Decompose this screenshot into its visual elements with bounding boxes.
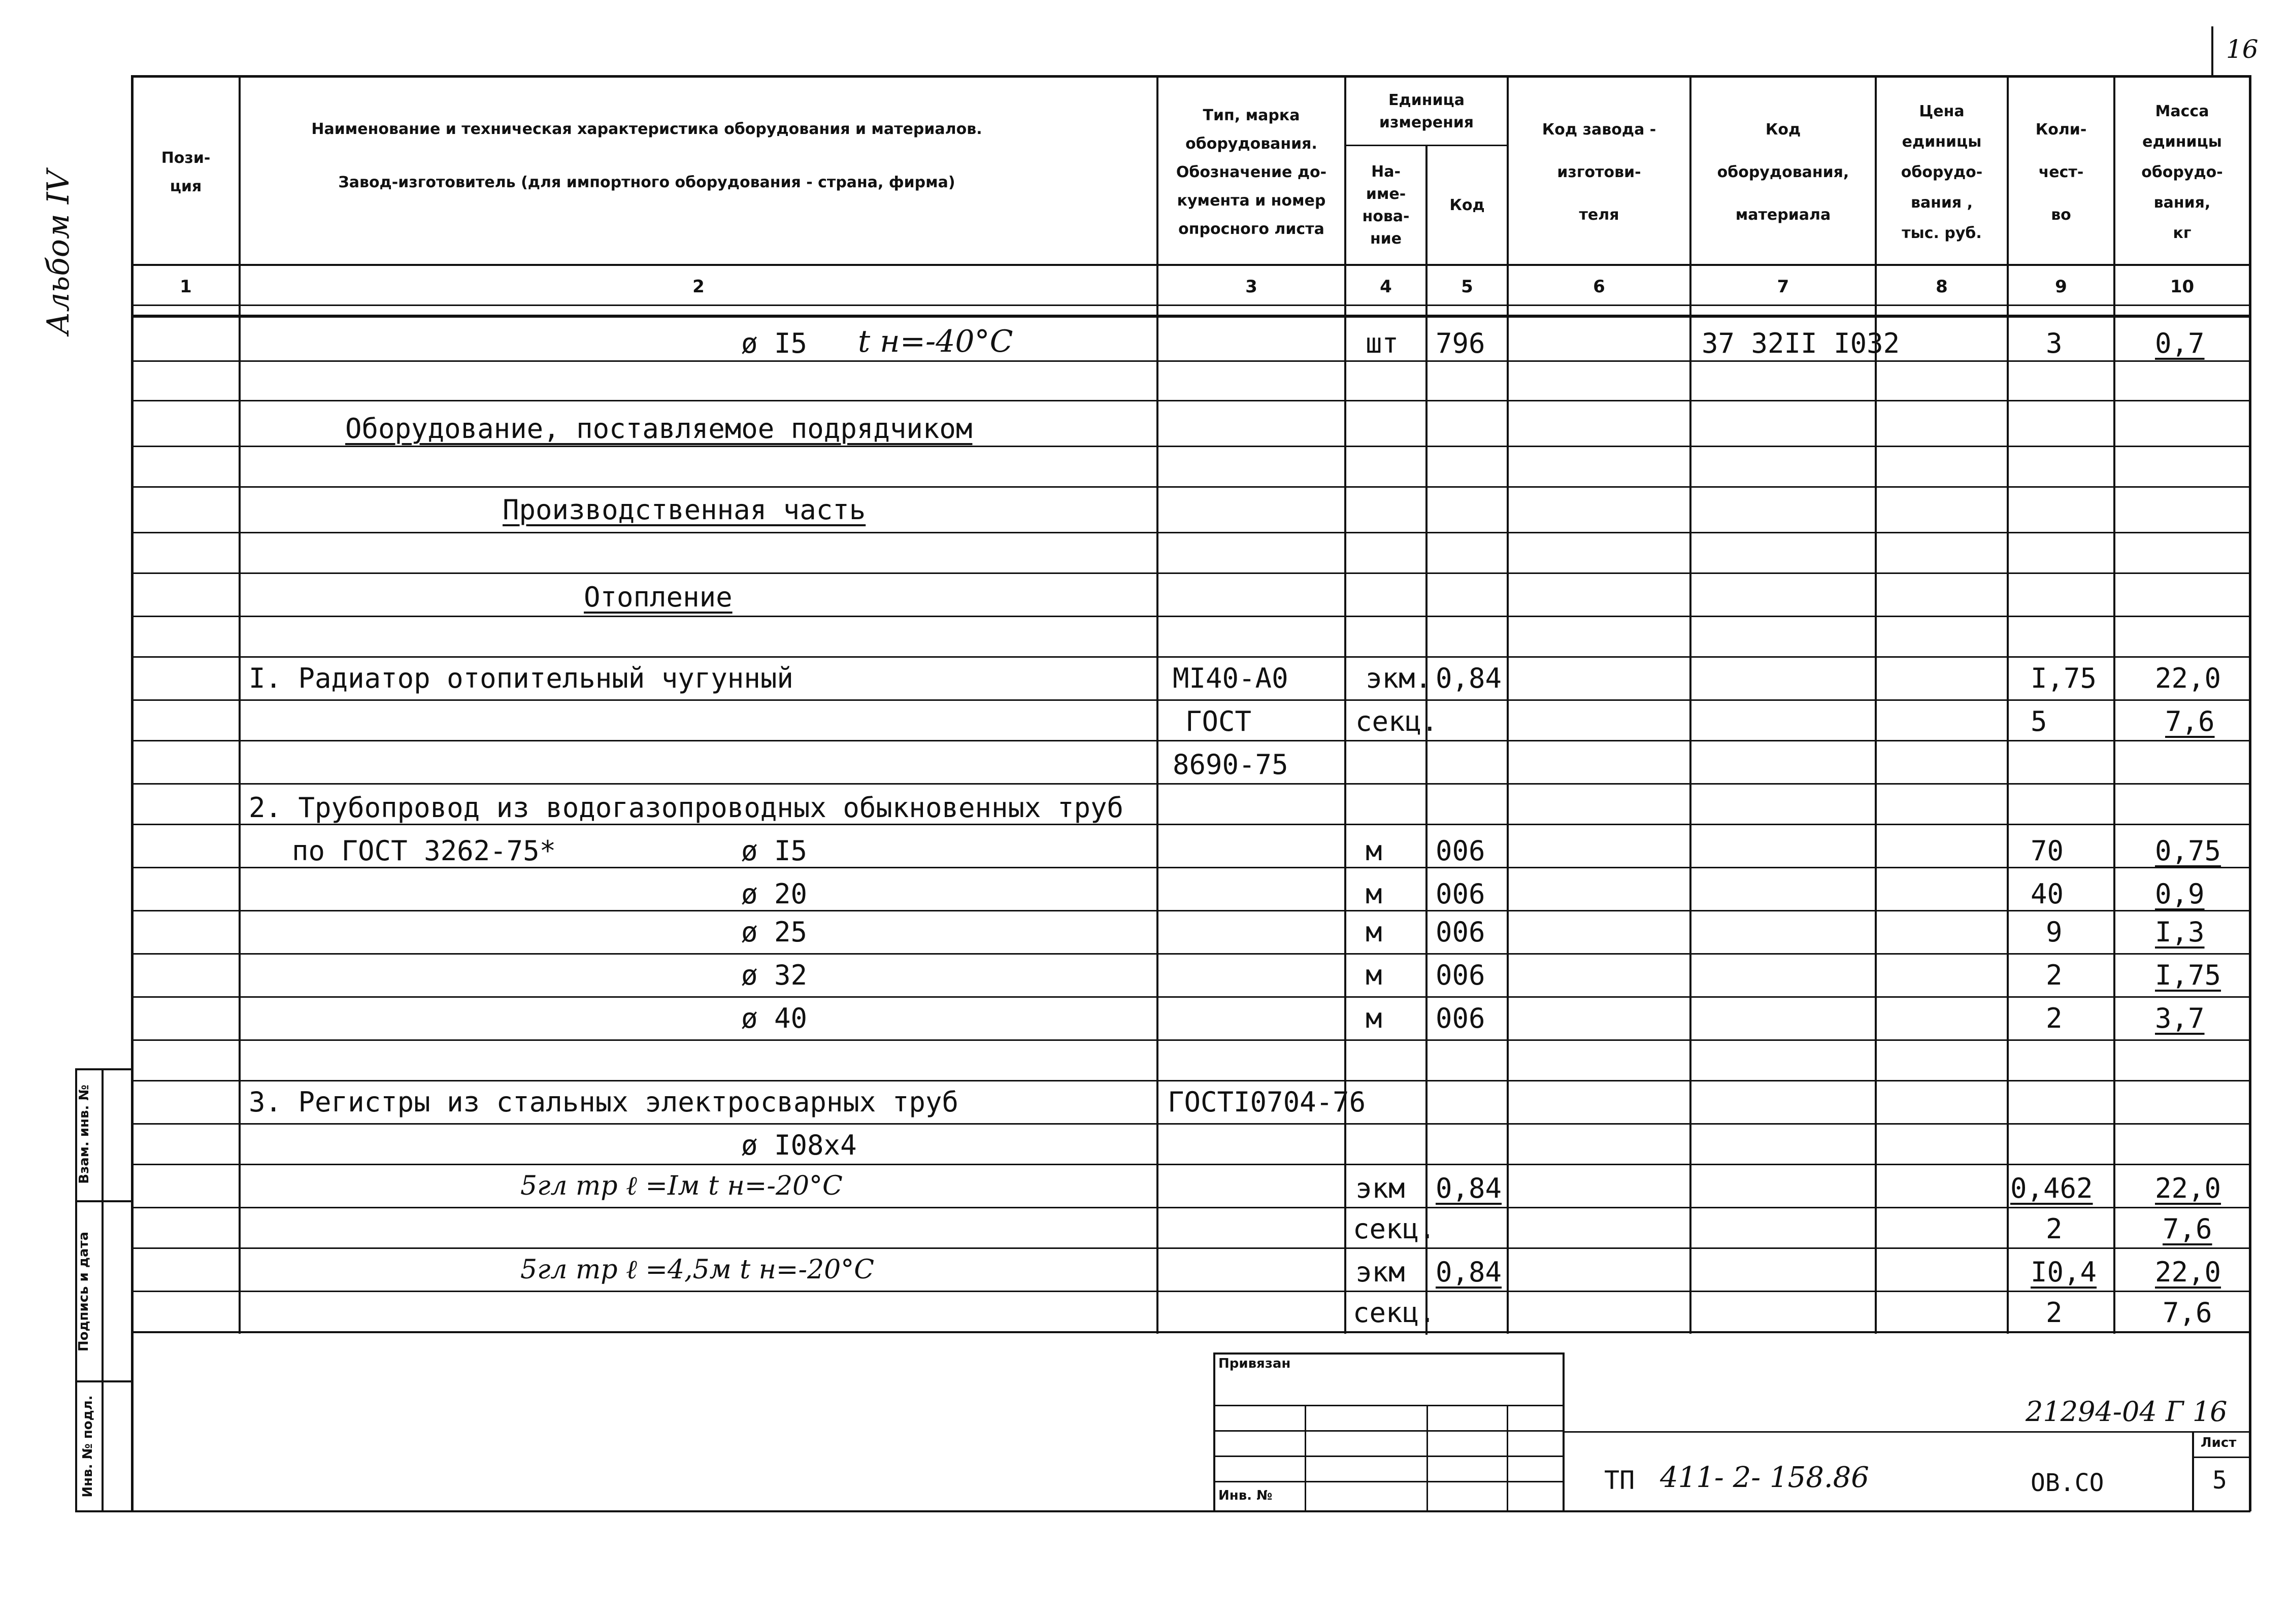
sheet-label: Лист <box>2201 1435 2237 1450</box>
sheet-corner-number: 16 <box>2226 35 2259 64</box>
col-num-1: 1 <box>180 277 192 297</box>
row6-mass: 0,75 <box>2155 835 2221 867</box>
row10-qty: 2 <box>2046 1002 2063 1034</box>
tp-label: ТП <box>1604 1466 1635 1495</box>
row6-code: 006 <box>1436 835 1485 867</box>
row14-unit: секц. <box>1353 1213 1436 1245</box>
row3-type: ГОСТ <box>1185 705 1252 737</box>
row14-mass: 7,6 <box>2163 1213 2212 1245</box>
header-quantity: Коли- чест- во <box>2035 121 2087 224</box>
header-name-line2: Завод-изготовитель (для импортного оборудования - страна, фирма) <box>338 174 955 191</box>
row9-code: 006 <box>1436 959 1485 991</box>
row3-unit: секц. <box>1355 705 1438 737</box>
frame-right <box>2249 75 2251 1511</box>
row4-type: 8690-75 <box>1173 749 1288 781</box>
row1-mass: 0,7 <box>2155 327 2205 359</box>
row8-unit: м <box>1366 916 1382 948</box>
row5-name: 2. Трубопровод из водогазопроводных обыкновенных труб <box>249 792 1124 824</box>
row9-mass: I,75 <box>2155 959 2221 991</box>
tp-number: 411- 2- 158.86 <box>1660 1461 1869 1494</box>
row11-type: ГОСТI0704-76 <box>1168 1086 1366 1118</box>
header-unit-name: На- име- нова- ние <box>1362 163 1410 248</box>
col-num-3: 3 <box>1245 277 1257 297</box>
row6-diameter: ø I5 <box>741 835 808 867</box>
header-manufacturer-code: Код завода - изготови- теля <box>1542 121 1656 224</box>
sheet-number: 5 <box>2212 1466 2227 1495</box>
inv-no-label: Инв. № <box>1218 1488 1273 1503</box>
frame-top <box>131 75 2250 78</box>
row9-qty: 2 <box>2046 959 2063 991</box>
col-num-10: 10 <box>2170 277 2195 297</box>
row2-unit: экм. <box>1366 662 1432 694</box>
row10-code: 006 <box>1436 1002 1485 1034</box>
row8-mass: I,3 <box>2155 916 2205 948</box>
row3-qty: 5 <box>2031 705 2047 737</box>
row2-qty: I,75 <box>2031 662 2097 694</box>
row7-mass: 0,9 <box>2155 878 2205 910</box>
privyazan-label: Привязан <box>1218 1356 1291 1371</box>
header-position: Пози- ция <box>161 149 211 195</box>
row8-qty: 9 <box>2046 916 2063 948</box>
row15-code: 0,84 <box>1436 1256 1502 1288</box>
row1-diameter: ø I5 <box>741 327 808 359</box>
ov-code: ОВ.СО <box>2031 1469 2104 1497</box>
col-num-9: 9 <box>2055 277 2067 297</box>
album-label: Альбом IV <box>41 170 76 335</box>
row8-code: 006 <box>1436 916 1485 948</box>
col-num-2: 2 <box>692 277 705 297</box>
header-price: Цена единицы оборудо- вания , тыс. руб. <box>1901 103 1983 242</box>
row13-qty: 0,462 <box>2010 1172 2093 1204</box>
row16-unit: секц. <box>1353 1297 1436 1329</box>
row7-unit: м <box>1366 878 1382 910</box>
stamp-inv-podl: Инв. № подл. <box>80 1395 95 1498</box>
row10-unit: м <box>1366 1002 1382 1034</box>
row7-code: 006 <box>1436 878 1485 910</box>
stamp-signature-date: Подпись и дата <box>76 1231 91 1352</box>
row12-diameter: ø I08x4 <box>741 1129 857 1161</box>
row3-mass: 7,6 <box>2165 705 2215 737</box>
header-mass: Масса единицы оборудо- вания, кг <box>2141 103 2223 242</box>
section-contractor-equipment: Оборудование, поставляемое подрядчиком <box>345 413 973 445</box>
row6-name: по ГОСТ 3262-75* <box>292 835 556 867</box>
row6-qty: 70 <box>2031 835 2064 867</box>
row1-temperature: t н=-40°C <box>858 324 1013 359</box>
row2-name: I. Радиатор отопительный чугунный <box>249 662 793 694</box>
row15-unit: экм <box>1355 1256 1405 1288</box>
section-heating: Отопление <box>584 581 733 613</box>
row2-code: 0,84 <box>1436 662 1502 694</box>
row10-diameter: ø 40 <box>741 1002 808 1034</box>
row13-unit: экм <box>1355 1172 1405 1204</box>
row10-mass: 3,7 <box>2155 1002 2205 1034</box>
header-name-line1: Наименование и техническая характеристика оборудования и материалов. <box>311 120 982 138</box>
row7-qty: 40 <box>2031 878 2064 910</box>
header-type: Тип, марка оборудования. Обозначение до- кумента и номер опросного листа <box>1176 107 1327 238</box>
col-num-5: 5 <box>1461 277 1473 297</box>
row2-type: МI40-А0 <box>1173 662 1288 694</box>
row14-qty: 2 <box>2046 1213 2063 1245</box>
header-unit-group: Единица измерения <box>1379 91 1474 131</box>
row13-name: 5гл тр ℓ =Iм t н=-20°C <box>520 1171 843 1201</box>
row2-mass: 22,0 <box>2155 662 2221 694</box>
document-code: 21294-04 Г 16 <box>2026 1396 2228 1428</box>
row9-diameter: ø 32 <box>741 959 808 991</box>
row13-code: 0,84 <box>1436 1172 1502 1204</box>
row15-name: 5гл тр ℓ =4,5м t н=-20°C <box>520 1255 874 1285</box>
row1-equipment-code: 37 32II I032 <box>1702 327 1900 359</box>
col-num-4: 4 <box>1380 277 1392 297</box>
row8-diameter: ø 25 <box>741 916 808 948</box>
stamp-vzam-inv: Взам. инв. № <box>77 1085 92 1184</box>
col-num-6: 6 <box>1593 277 1605 297</box>
section-production: Производственная часть <box>503 494 866 526</box>
row1-unit: шт <box>1366 327 1399 359</box>
row9-unit: м <box>1366 959 1382 991</box>
row7-diameter: ø 20 <box>741 878 808 910</box>
row1-qty: 3 <box>2046 327 2063 359</box>
row16-mass: 7,6 <box>2163 1297 2212 1329</box>
row15-qty: I0,4 <box>2031 1256 2097 1288</box>
row6-unit: м <box>1366 835 1382 867</box>
row1-code: 796 <box>1436 327 1485 359</box>
row11-name: 3. Регистры из стальных электросварных труб <box>249 1086 958 1118</box>
col-num-8: 8 <box>1936 277 1948 297</box>
header-equipment-code: Код оборудования, материала <box>1717 121 1849 224</box>
row16-qty: 2 <box>2046 1297 2063 1329</box>
row15-mass: 22,0 <box>2155 1256 2221 1288</box>
row13-mass: 22,0 <box>2155 1172 2221 1204</box>
col-num-7: 7 <box>1777 277 1789 297</box>
header-unit-code: Код <box>1449 196 1485 214</box>
